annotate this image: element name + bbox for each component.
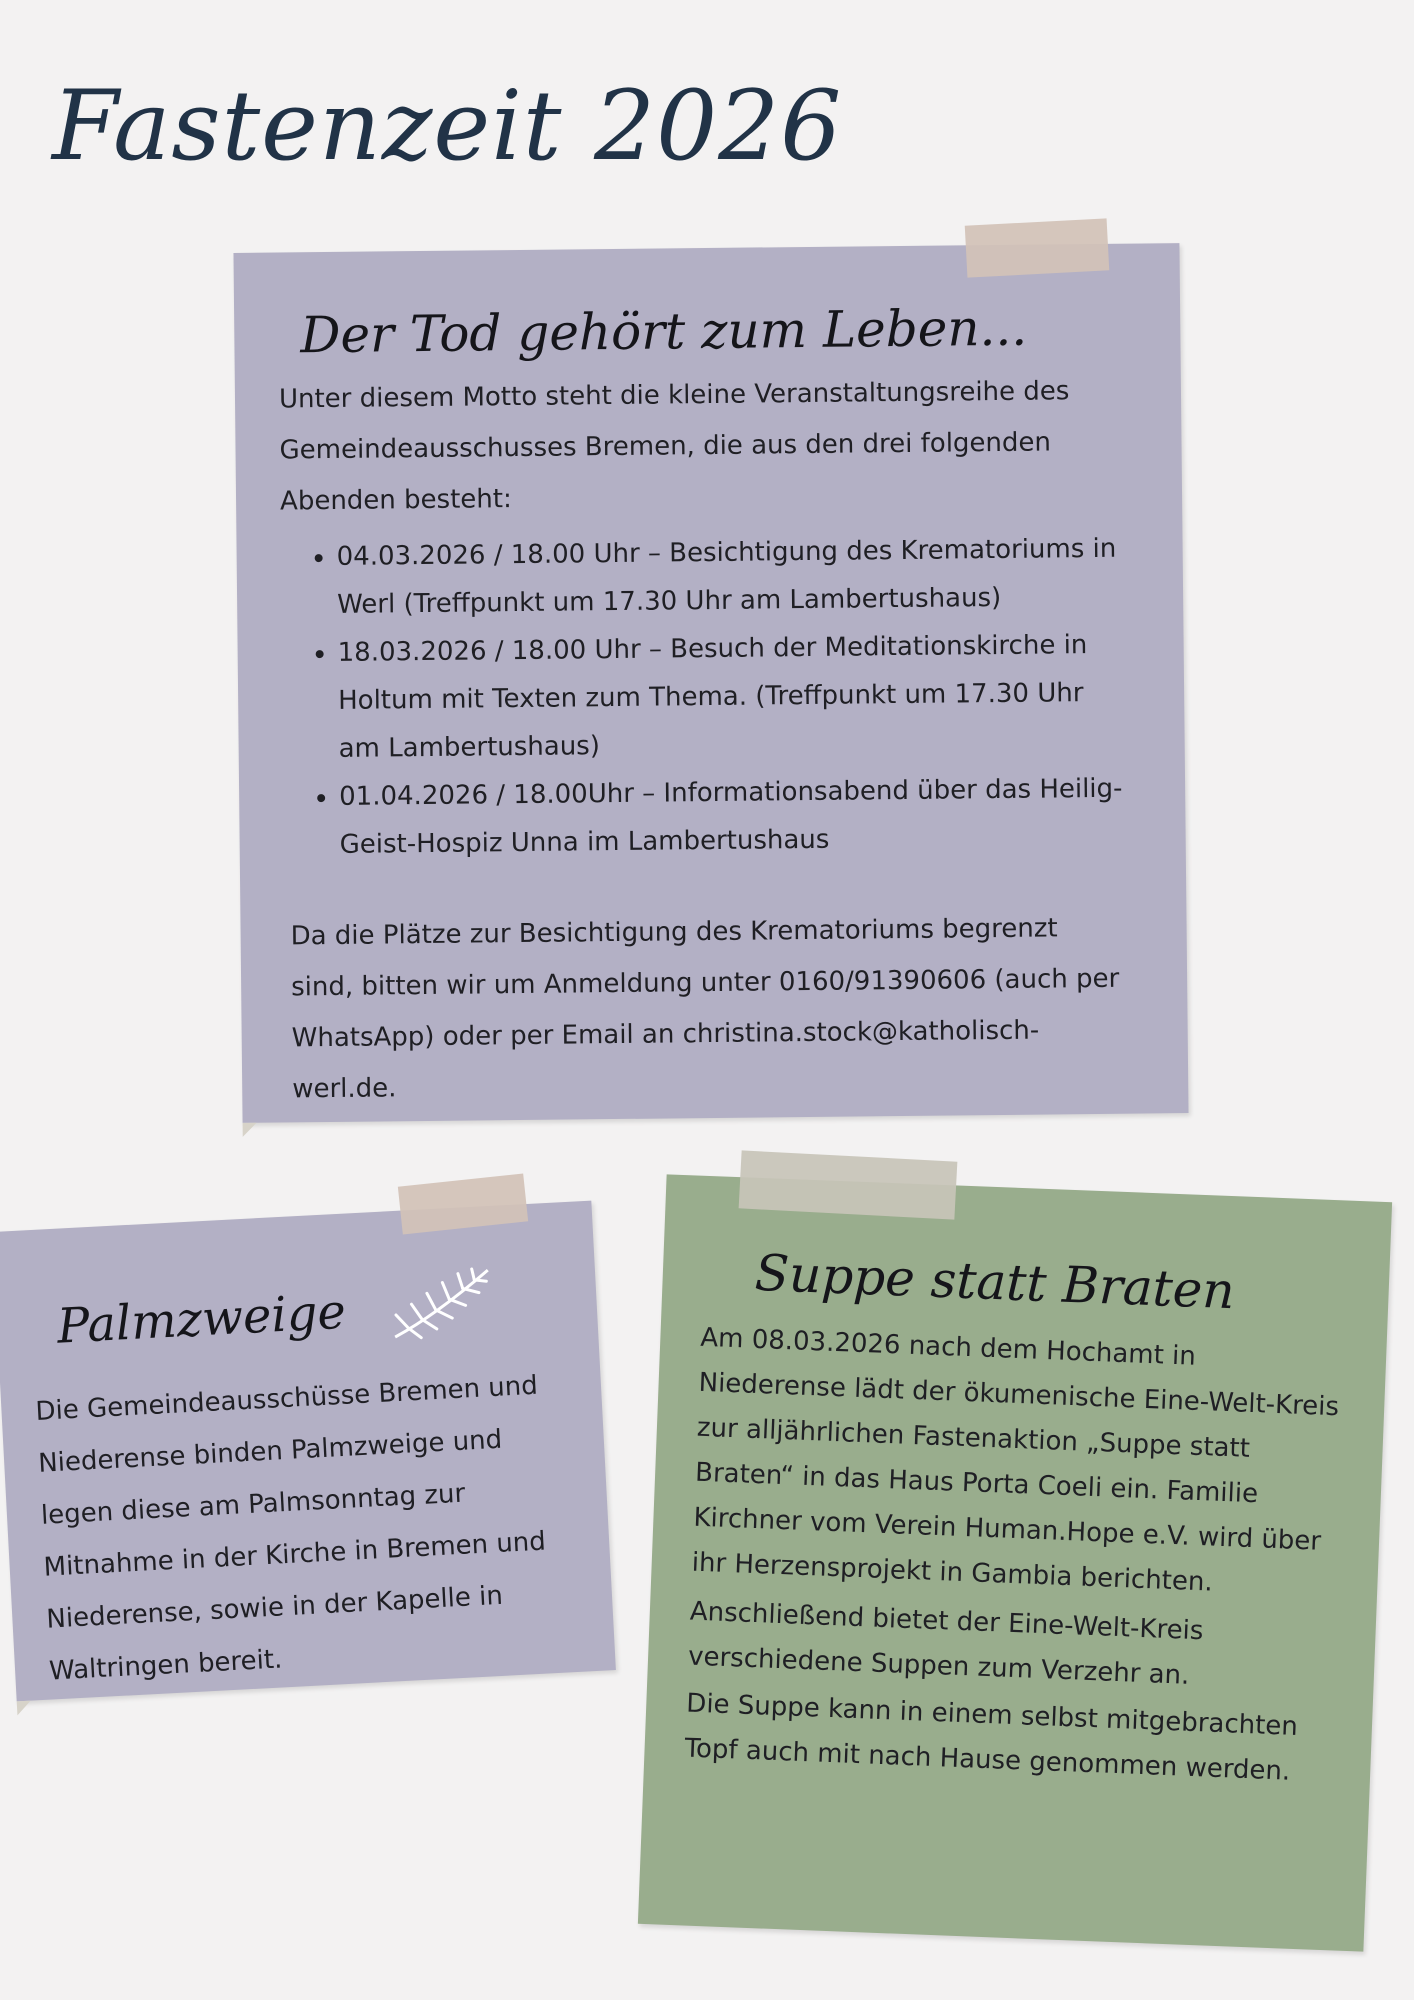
note-suppe-statt-braten [638,1174,1392,1951]
note-outro-text: Da die Plätze zur Besichtigung des Krematoriums begrenzt sind, bitten wir um Anmeldung unter 0160/91390606 (auch per WhatsApp) oder per Email an christina.stock@katholisch-werl.de. [290,913,1120,1105]
note-heading: Der Tod gehört zum Leben... [300,298,1028,365]
note-suppe-text-1: Am 08.03.2026 nach dem Hochamt in Niederense lädt der ökumenische Eine-Welt-Kreis zur alljährlichen Fastenaktion „Suppe statt Braten“ in das Haus Porta Coeli ein. Familie Kirchner vom Verein Human.Hope e.V. wird über ihr Herzensprojekt in Gambia berichten. [691,1322,1340,1598]
folded-corner [243,1123,257,1137]
list-item: • 01.04.2026 / 18.00Uhr – Informationsabend über das Heilig-Geist-Hospiz Unna im Lambertushaus [339,765,1126,869]
note-palmzweige [0,1201,616,1702]
palm-leaf-icon [384,1264,498,1350]
note-heading: Suppe statt Braten [753,1243,1236,1321]
list-item: • 18.03.2026 / 18.00 Uhr – Besuch der Meditationskirche in Holtum mit Texten zum Thema. (Treffpunkt um 17.30 Uhr am Lambertushaus) [337,621,1124,773]
note-palm-text: Die Gemeindeausschüsse Bremen und Niederense binden Palmzweige und legen diese am Palmsonntag zur Mitnahme in der Kirche in Bremen und Niederense, sowie in der Kapelle in Waltringen bereit. [34,1370,547,1687]
tape-strip [965,218,1110,277]
note-tod-gehoert-zum-leben [233,243,1188,1123]
event-list [280,525,1125,870]
note-suppe-text-2: Anschließend bietet der Eine-Welt-Kreis verschiedene Suppen zum Verzehr an. [687,1596,1204,1691]
note-suppe-text-3: Die Suppe kann in einem selbst mitgebrachten Topf auch mit nach Hause genommen werden. [684,1688,1299,1787]
folded-corner [17,1701,32,1716]
note-heading: Palmzweige [55,1283,348,1355]
tape-strip [739,1150,958,1219]
list-item: • 04.03.2026 / 18.00 Uhr – Besichtigung des Krematoriums in Werl (Treffpunkt um 17.30 Uhr am Lambertushaus) [336,525,1123,629]
note-intro-text: Unter diesem Motto steht die kleine Veranstaltungsreihe des Gemeindeausschusses Bremen, die aus den drei folgenden Abenden besteht: [278,376,1070,517]
page-title: Fastenzeit 2026 [52,70,843,182]
